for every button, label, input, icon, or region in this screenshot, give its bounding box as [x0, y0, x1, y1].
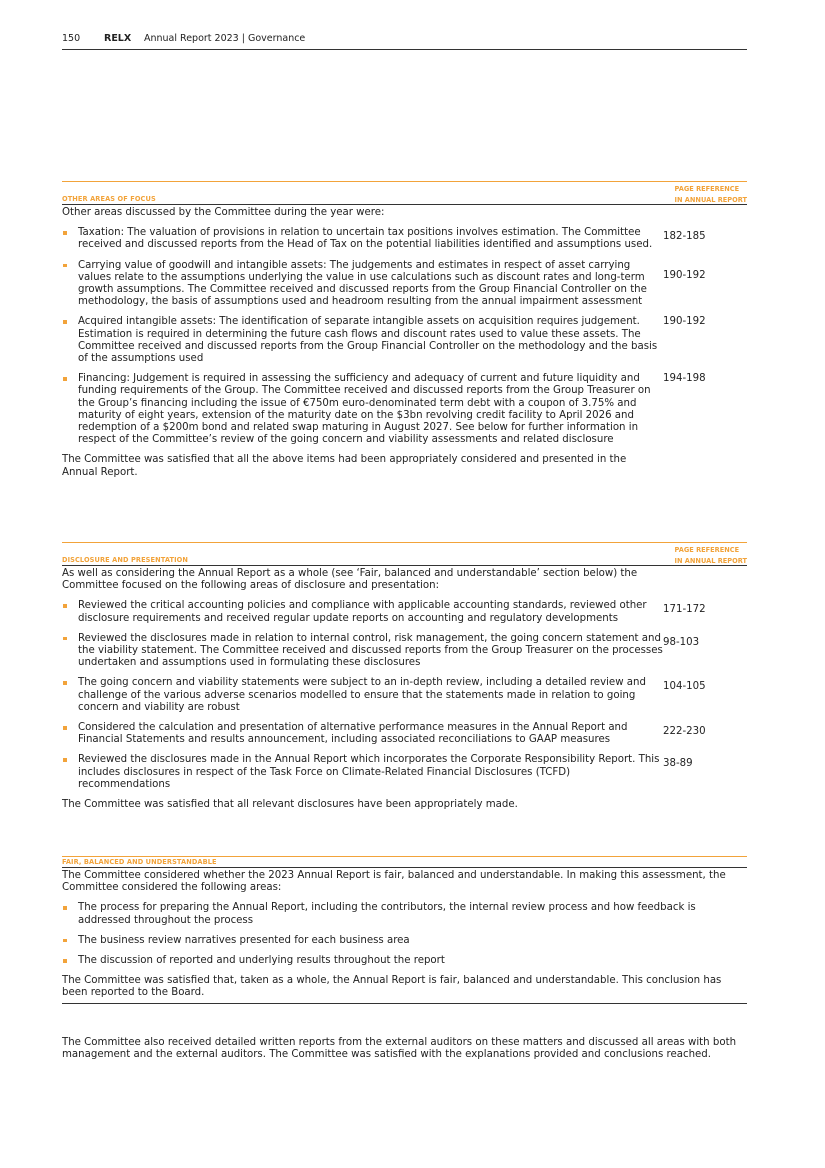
- bullet-icon: [63, 320, 67, 324]
- bullet-icon: [63, 758, 67, 762]
- fair-balanced-section: [62, 856, 747, 1004]
- list-item: [62, 600, 747, 624]
- report-title: Annual Report 2023 | Governance: [144, 33, 306, 44]
- page-reference: 171-172: [663, 604, 706, 616]
- list-item: [62, 316, 747, 365]
- bullet-icon: [63, 264, 67, 268]
- bullet-icon: [63, 906, 67, 910]
- section-heading-row: [62, 856, 747, 868]
- disclosure-list: [62, 600, 747, 791]
- section-intro: The Committee considered whether the 2023 Annual Report is fair, balanced and understandable. In making this assessment, the Committee considered the following areas:: [62, 870, 726, 894]
- page-reference: 194-198: [663, 373, 706, 385]
- list-item: [62, 955, 747, 967]
- bullet-icon: [63, 681, 67, 685]
- focus-list: [62, 227, 747, 446]
- list-item-text: Reviewed the disclosures made in relation to internal control, risk management, the going concern statement and the viability statement. The Committee received and discussed reports from the Group Treasurer on the processes undertaken and assumptions used in formulating these disclosures: [78, 632, 663, 669]
- page-reference: 222-230: [663, 726, 706, 738]
- section-heading-row: [62, 181, 747, 205]
- section-heading-row: [62, 542, 747, 566]
- page-reference: 190-192: [663, 316, 706, 328]
- list-item: [62, 902, 747, 926]
- list-item: [62, 260, 747, 309]
- bullet-icon: [63, 939, 67, 943]
- list-item-text: The discussion of reported and underlying results throughout the report: [78, 955, 445, 967]
- bullet-icon: [63, 377, 67, 381]
- section-intro: Other areas discussed by the Committee during the year were:: [62, 207, 385, 218]
- page-reference: 38-89: [663, 758, 693, 770]
- page-reference-line-1: PAGE REFERENCE: [674, 546, 740, 554]
- list-item-text: The going concern and viability statements were subject to an in-depth review, including a detailed review and challenge of the various adverse scenarios modelled to ensure that the statements made in relation to going concern and viability are robust: [78, 677, 646, 713]
- section-intro: As well as considering the Annual Report as a whole (see ‘Fair, balanced and understandable’ section below) the Committee focused on the following areas of disclosure and presentation:: [62, 568, 638, 592]
- page-reference-line-2: IN ANNUAL REPORT: [674, 557, 747, 565]
- page-reference: 98-103: [663, 636, 700, 648]
- list-item-text: Carrying value of goodwill and intangible assets: The judgements and estimates in respect of asset carrying values relate to the assumptions underlying the value in use calculations such as discount rates and long-term growth assumptions. The Committee received and discussed reports from the Group Financial Controller on the methodology, the basis of assumptions used and headroom resulting from the annual impairment assessment: [78, 259, 647, 308]
- page-number: 150: [62, 33, 81, 44]
- list-item: [62, 754, 747, 791]
- disclosure-section: [62, 542, 747, 811]
- list-item: [62, 677, 747, 714]
- section-heading: DISCLOSURE AND PRESENTATION: [62, 556, 188, 564]
- list-item: [62, 935, 747, 947]
- list-item: [62, 373, 747, 446]
- bullet-icon: [63, 637, 67, 641]
- list-item-text: The process for preparing the Annual Report, including the contributors, the internal review process and how feedback is addressed throughout the process: [78, 902, 696, 926]
- closing-paragraph: The Committee also received detailed written reports from the external auditors on these matters and discussed all areas with both management and the external auditors. The Committee was satisfied with the explanations provided and conclusions reached.: [62, 1037, 737, 1061]
- list-item: [62, 227, 747, 251]
- list-item-text: Acquired intangible assets: The identification of separate intangible assets on acquisition requires judgement. Estimation is required in determining the future cash flows and discount rates used to value these assets. The Committee received and discussed reports from the Group Financial Controller on the methodology and the basis of the assumptions used: [78, 316, 658, 365]
- page-reference-line-2: IN ANNUAL REPORT: [674, 196, 747, 204]
- page-reference: 190-192: [663, 269, 706, 281]
- section-conclusion: The Committee was satisfied that all relevant disclosures have been appropriately made.: [62, 799, 518, 811]
- bullet-icon: [63, 726, 67, 730]
- list-item-text: Considered the calculation and presentation of alternative performance measures in the Annual Report and Financial Statements and results announcement, including associated reconciliations to GAAP measures: [78, 722, 628, 746]
- bullet-icon: [63, 231, 67, 235]
- list-item-text: Reviewed the critical accounting policies and compliance with applicable accounting standards, reviewed other disclosure requirements and received regular update reports on accounting and regulatory developments: [78, 600, 647, 624]
- page-reference: 182-185: [663, 231, 706, 243]
- page-reference-heading: [675, 184, 747, 206]
- page-reference: 104-105: [663, 681, 706, 693]
- brand-name: RELX: [104, 33, 132, 44]
- list-item-text: Reviewed the disclosures made in the Annual Report which incorporates the Corporate Responsibility Report. This includes disclosures in respect of the Task Force on Climate-Related Financial Disclosures (TCFD) recommendations: [78, 754, 660, 790]
- list-item-text: Financing: Judgement is required in assessing the sufficiency and adequacy of current and future liquidity and funding requirements of the Group. The Committee received and discussed reports from the Group Treasurer on the Group’s financing including the issue of €750m euro-denominated term debt with a coupon of 3.75% and maturity of eight years, extension of the maturity date on the $3bn revolving credit facility to April 2026 and redemption of a $200m bond and related swap maturing in August 2027. See below for further information in respect of the Committee’s review of the going concern and viability assessments and related disclosure: [78, 373, 651, 446]
- list-item-text: The business review narratives presented for each business area: [78, 934, 410, 946]
- fair-balanced-list: [62, 902, 747, 967]
- section-heading: OTHER AREAS OF FOCUS: [62, 195, 156, 203]
- section-heading: FAIR, BALANCED AND UNDERSTANDABLE: [62, 858, 217, 866]
- section-conclusion: The Committee was satisfied that all the above items had been appropriately considered and presented in the Annual Report.: [62, 454, 627, 478]
- page-reference-heading: [675, 545, 747, 567]
- bullet-icon: [63, 959, 67, 963]
- page-header: [62, 31, 747, 50]
- section-conclusion: The Committee was satisfied that, taken as a whole, the Annual Report is fair, balanced and understandable. This conclusion has been reported to the Board.: [62, 975, 747, 1003]
- list-item: [62, 633, 747, 670]
- other-areas-section: [62, 181, 747, 479]
- list-item-text: Taxation: The valuation of provisions in relation to uncertain tax positions involves estimation. The Committee received and discussed reports from the Head of Tax on the potential liabilities identified and assumptions used.: [78, 227, 653, 251]
- page-reference-line-1: PAGE REFERENCE: [674, 185, 740, 193]
- bullet-icon: [63, 604, 67, 608]
- list-item: [62, 722, 747, 746]
